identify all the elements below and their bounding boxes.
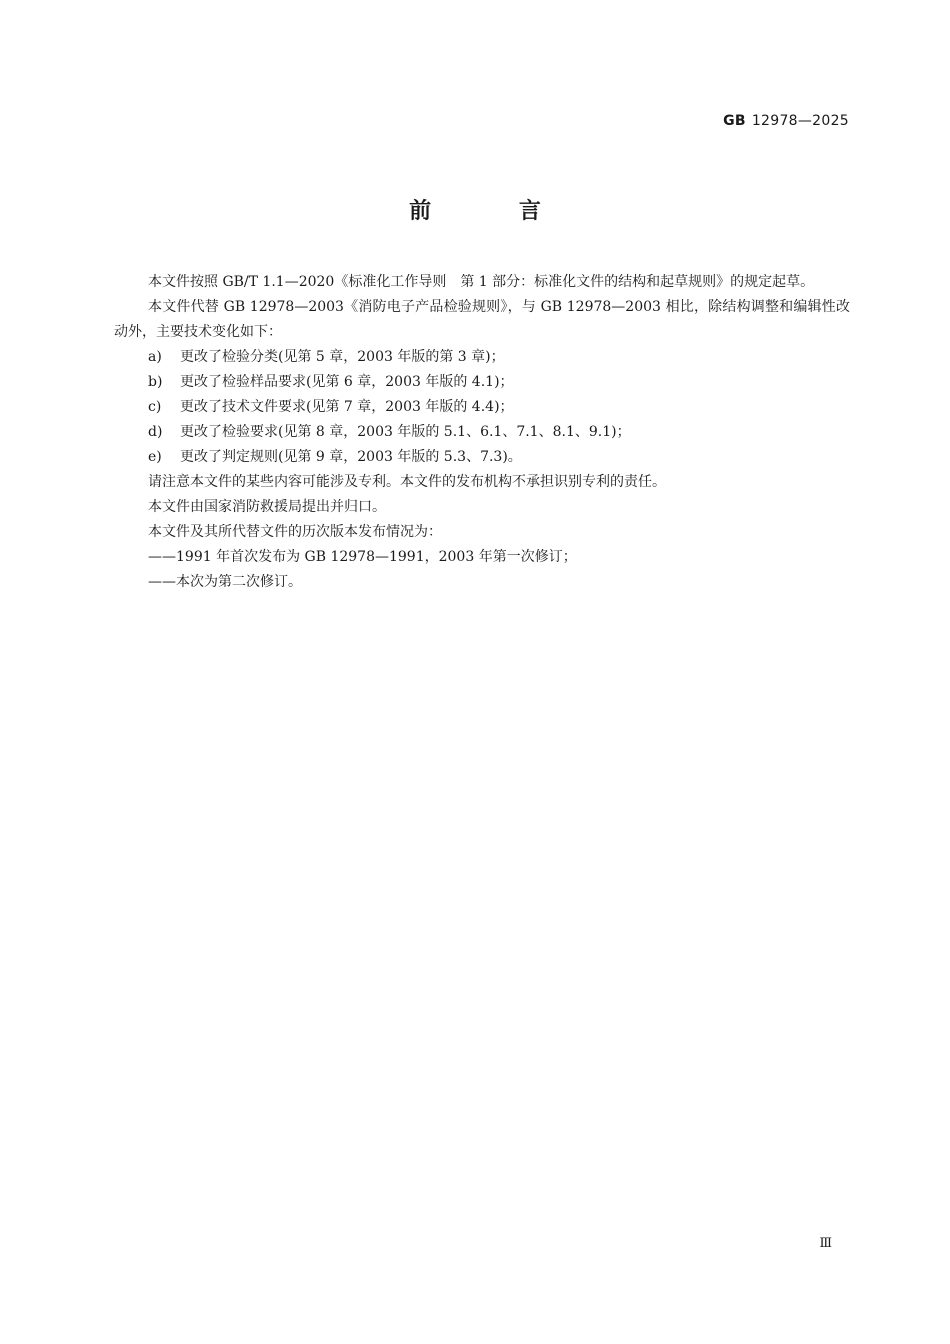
- list-item-text: 更改了检验样品要求(见第 6 章，2003 年版的 4.1)；: [180, 374, 514, 390]
- history-list: [114, 545, 850, 595]
- page-title: 前 言: [409, 199, 581, 224]
- paragraph-drafting-basis: 本文件按照 GB/T 1.1—2020《标准化工作导则 第 1 部分：标准化文件的结构和起草规则》的规定起草。: [148, 274, 815, 290]
- list-item-text: 更改了检验分类(见第 5 章，2003 年版的第 3 章)；: [180, 349, 505, 365]
- list-item: [114, 445, 850, 470]
- list-item: [114, 420, 850, 445]
- standard-code-header: [723, 113, 849, 129]
- paragraph-history-intro: 本文件及其所代替文件的历次版本发布情况为：: [148, 524, 442, 540]
- standard-number: 12978—2025: [751, 113, 849, 129]
- history-item: ——1991 年首次发布为 GB 12978—1991，2003 年第一次修订；: [148, 549, 577, 565]
- list-item-text: 更改了判定规则(见第 9 章，2003 年版的 5.3、7.3)。: [180, 449, 522, 465]
- list-item-text: 更改了技术文件要求(见第 7 章，2003 年版的 4.4)；: [180, 399, 514, 415]
- list-item: [114, 395, 850, 420]
- list-item-text: 更改了检验要求(见第 8 章，2003 年版的 5.1、6.1、7.1、8.1、9.1)；: [180, 424, 631, 440]
- paragraph-proposer: 本文件由国家消防救援局提出并归口。: [148, 499, 386, 515]
- paragraph-replacement-note: 本文件代替 GB 12978—2003《消防电子产品检验规则》，与 GB 12978—2003 相比，除结构调整和编辑性改动外，主要技术变化如下：: [114, 299, 850, 340]
- foreword-body: [114, 270, 850, 595]
- list-marker: c): [148, 399, 162, 415]
- list-item: [114, 370, 850, 395]
- page-number: Ⅲ: [819, 1236, 832, 1251]
- list-marker: b): [148, 374, 163, 390]
- list-marker: d): [148, 424, 163, 440]
- standard-prefix: GB: [723, 113, 746, 129]
- paragraph-patent-notice: 请注意本文件的某些内容可能涉及专利。本文件的发布机构不承担识别专利的责任。: [148, 474, 666, 490]
- list-marker: e): [148, 449, 162, 465]
- list-marker: a): [148, 349, 162, 365]
- history-item: ——本次为第二次修订。: [148, 574, 302, 590]
- changes-list: [114, 345, 850, 470]
- list-item: [114, 345, 850, 370]
